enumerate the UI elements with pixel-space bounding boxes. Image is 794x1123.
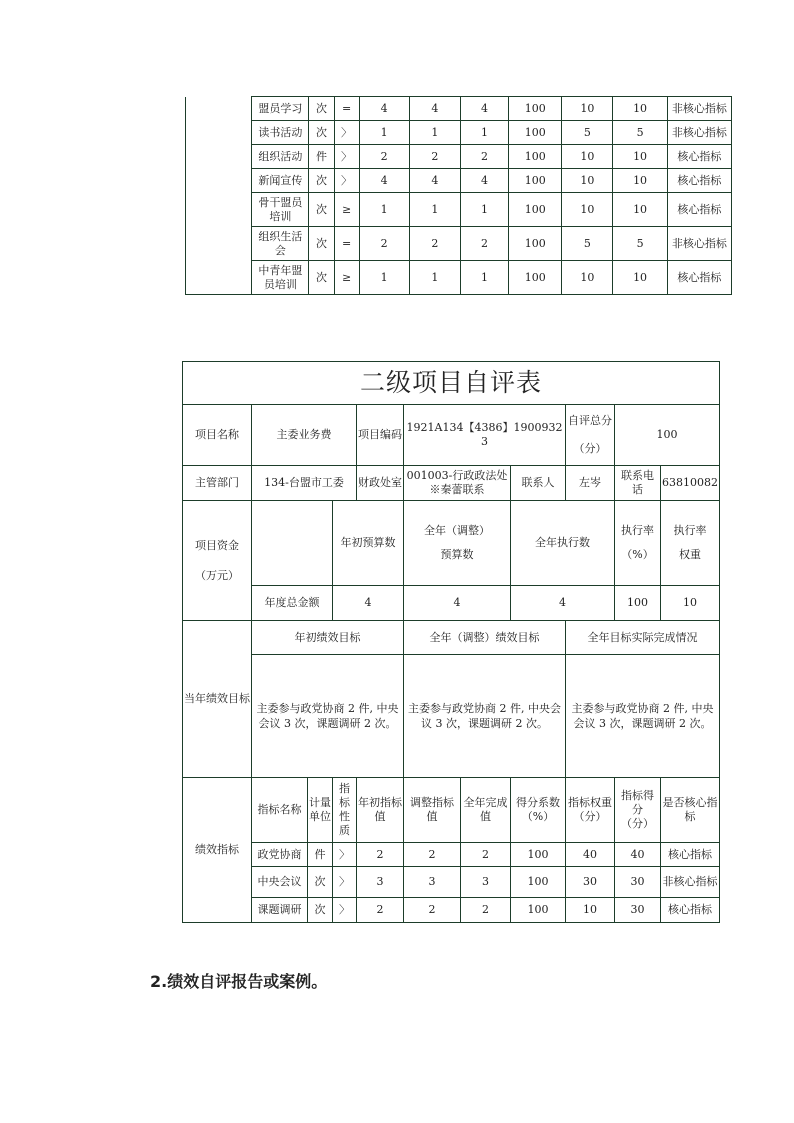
indicator-weight: 10 [562, 193, 613, 227]
table-row [183, 898, 720, 923]
self-score: 100 [615, 405, 720, 466]
section-heading: 2.绩效自评报告或案例。 [150, 972, 328, 991]
actual-value: 1 [460, 261, 508, 295]
table-row [186, 261, 732, 295]
indicator-nature: = [334, 97, 359, 121]
core-flag: 核心指标 [661, 843, 720, 867]
indicator-continuation-table [185, 96, 732, 295]
goal-actual: 主委参与政党协商 2 件, 中央会议 3 次，课题调研 2 次。 [566, 655, 720, 778]
adjusted-budget: 4 [404, 586, 511, 621]
initial-budget: 4 [333, 586, 404, 621]
actual-value: 2 [461, 898, 511, 923]
score-coefficient: 100 [509, 193, 562, 227]
indicator-score: 40 [615, 843, 661, 867]
table-row [183, 867, 720, 898]
actual-value: 3 [461, 867, 511, 898]
actual-value: 2 [460, 227, 508, 261]
header-coef-text: 得分系数 [516, 796, 560, 809]
exec-rate-label-text: 执行率 [621, 524, 654, 537]
adjusted-value: 4 [409, 97, 460, 121]
score-coefficient: 100 [509, 261, 562, 295]
indicator-name: 政党协商 [252, 843, 308, 867]
table-row [186, 227, 732, 261]
project-name: 主委业务费 [252, 405, 357, 466]
indicator-nature: 〉 [334, 145, 359, 169]
header-name: 指标名称 [252, 778, 308, 843]
adjusted-value: 2 [409, 227, 460, 261]
phone: 63810082 [661, 466, 720, 501]
indicator-score: 30 [615, 898, 661, 923]
adjusted-value: 2 [409, 145, 460, 169]
core-flag: 核心指标 [667, 261, 731, 295]
blank-cell [186, 193, 252, 227]
goal-adjusted-label: 全年（调整）绩效目标 [404, 621, 566, 655]
score-coefficient: 100 [509, 121, 562, 145]
exec-rate-unit: （%） [621, 548, 654, 561]
core-flag: 核心指标 [667, 169, 731, 193]
self-score-label-text: 自评总分 [568, 414, 612, 427]
adjusted-budget-label-line2: 预算数 [440, 548, 474, 561]
indicator-nature: ≥ [334, 261, 359, 295]
indicator-weight: 10 [562, 97, 613, 121]
exec-weight-label-line1: 执行率 [673, 524, 707, 537]
indicator-unit: 次 [309, 261, 334, 295]
dept: 134-台盟市工委 [252, 466, 357, 501]
dept-label: 主管部门 [183, 466, 252, 501]
header-score-text: 指标得分 [621, 789, 654, 816]
header-weight-text: 指标权重 [568, 796, 612, 809]
indicator-name: 中青年盟员培训 [252, 261, 309, 295]
initial-value: 2 [359, 227, 409, 261]
initial-value: 1 [359, 121, 409, 145]
self-score-label [566, 405, 615, 466]
core-flag: 非核心指标 [667, 227, 731, 261]
indicator-unit: 件 [308, 843, 333, 867]
initial-value: 2 [357, 898, 404, 923]
header-score [615, 778, 661, 843]
goal-initial: 主委参与政党协商 2 件, 中央会议 3 次，课题调研 2 次。 [252, 655, 404, 778]
indicator-unit: 次 [309, 169, 334, 193]
table-row [186, 169, 732, 193]
exec-rate: 100 [615, 586, 661, 621]
blank-cell [186, 227, 252, 261]
actual-value: 2 [460, 145, 508, 169]
adjusted-value: 2 [404, 843, 461, 867]
adjusted-value: 1 [409, 261, 460, 295]
goal-header-row [183, 621, 720, 655]
department-row [183, 466, 720, 501]
finance-label: 财政处室 [357, 466, 404, 501]
header-unit: 计量单位 [308, 778, 333, 843]
core-flag: 核心指标 [661, 898, 720, 923]
initial-value: 4 [359, 97, 409, 121]
table-row [183, 843, 720, 867]
initial-value: 2 [359, 145, 409, 169]
indicator-unit: 次 [308, 867, 333, 898]
indicator-score: 10 [613, 169, 667, 193]
contact-label: 联系人 [511, 466, 566, 501]
funds-header-row [183, 501, 720, 586]
blank-cell [186, 97, 252, 121]
core-flag: 非核心指标 [661, 867, 720, 898]
table-title: 二级项目自评表 [183, 362, 720, 405]
indicator-weight: 10 [562, 145, 613, 169]
adjusted-value: 4 [409, 169, 460, 193]
executed: 4 [511, 586, 615, 621]
indicator-score: 10 [613, 145, 667, 169]
initial-budget-label: 年初预算数 [333, 501, 404, 586]
adjusted-value: 1 [409, 193, 460, 227]
goal-text-row [183, 655, 720, 778]
initial-value: 2 [357, 843, 404, 867]
contact: 左岑 [566, 466, 615, 501]
table-row [186, 145, 732, 169]
table-row [186, 97, 732, 121]
header-weight [566, 778, 615, 843]
indicator-unit: 次 [308, 898, 333, 923]
header-actual: 全年完成值 [461, 778, 511, 843]
indicator-weight: 40 [566, 843, 615, 867]
table-row [186, 121, 732, 145]
goal-adjusted: 主委参与政党协商 2 件, 中央会议 3 次，课题调研 2 次。 [404, 655, 566, 778]
indicator-name: 骨干盟员培训 [252, 193, 309, 227]
indicators-label: 绩效指标 [183, 778, 252, 923]
indicator-score: 30 [615, 867, 661, 898]
actual-value: 2 [461, 843, 511, 867]
adjusted-value: 1 [409, 121, 460, 145]
score-coefficient: 100 [509, 227, 562, 261]
indicator-header-row [183, 778, 720, 843]
indicator-weight: 5 [562, 227, 613, 261]
exec-weight: 10 [661, 586, 720, 621]
actual-value: 1 [460, 193, 508, 227]
indicator-nature: 〉 [334, 169, 359, 193]
indicator-unit: 次 [309, 121, 334, 145]
indicator-score: 10 [613, 97, 667, 121]
actual-value: 1 [460, 121, 508, 145]
project-code: 1921A134【4386】19009323 [404, 405, 566, 466]
indicator-unit: 件 [309, 145, 334, 169]
blank-cell [252, 501, 333, 586]
finance: 001003-行政政法处※秦蕾联系 [404, 466, 511, 501]
project-code-label: 项目编码 [357, 405, 404, 466]
score-coefficient: 100 [511, 867, 566, 898]
adjusted-budget-label [404, 501, 511, 586]
header-coef [511, 778, 566, 843]
indicator-score: 10 [613, 193, 667, 227]
indicator-weight: 10 [566, 898, 615, 923]
self-score-unit: （分） [573, 442, 607, 455]
initial-value: 3 [357, 867, 404, 898]
goal-initial-label: 年初绩效目标 [252, 621, 404, 655]
blank-cell [186, 261, 252, 295]
indicator-unit: 次 [309, 97, 334, 121]
score-coefficient: 100 [509, 169, 562, 193]
indicator-score: 5 [613, 227, 667, 261]
blank-cell [186, 145, 252, 169]
title-row [183, 362, 720, 405]
indicator-weight: 10 [562, 261, 613, 295]
indicator-name: 新闻宣传 [252, 169, 309, 193]
goal-actual-label: 全年目标实际完成情况 [566, 621, 720, 655]
indicator-name: 课题调研 [252, 898, 308, 923]
indicator-weight: 5 [562, 121, 613, 145]
project-name-row [183, 405, 720, 466]
table-row [186, 193, 732, 227]
indicator-name: 中央会议 [252, 867, 308, 898]
blank-cell [186, 121, 252, 145]
executed-label: 全年执行数 [511, 501, 615, 586]
header-weight-unit: （分） [573, 810, 607, 823]
adjusted-value: 3 [404, 867, 461, 898]
funds-label [183, 501, 252, 621]
indicator-nature: ≥ [334, 193, 359, 227]
phone-label: 联系电话 [615, 466, 661, 501]
core-flag: 核心指标 [667, 193, 731, 227]
core-flag: 核心指标 [667, 145, 731, 169]
initial-value: 1 [359, 193, 409, 227]
exec-weight-label [661, 501, 720, 586]
core-flag: 非核心指标 [667, 97, 731, 121]
indicator-unit: 次 [309, 193, 334, 227]
header-nature: 指标性质 [333, 778, 357, 843]
indicator-nature: 〉 [333, 867, 357, 898]
exec-weight-label-line2: 权重 [679, 548, 702, 561]
indicator-weight: 30 [566, 867, 615, 898]
header-adjusted: 调整指标值 [404, 778, 461, 843]
header-initial: 年初指标值 [357, 778, 404, 843]
indicator-nature: 〉 [333, 843, 357, 867]
project-self-evaluation-table [182, 361, 720, 923]
initial-value: 1 [359, 261, 409, 295]
indicator-unit: 次 [309, 227, 334, 261]
indicator-nature: 〉 [333, 898, 357, 923]
indicator-score: 5 [613, 121, 667, 145]
indicator-name: 组织活动 [252, 145, 309, 169]
blank-cell [186, 169, 252, 193]
adjusted-budget-label-line1: 全年（调整） [424, 524, 490, 537]
exec-rate-label [615, 501, 661, 586]
core-flag: 非核心指标 [667, 121, 731, 145]
header-score-unit: （分） [621, 817, 654, 830]
indicator-name: 组织生活会 [252, 227, 309, 261]
indicator-weight: 10 [562, 169, 613, 193]
indicator-score: 10 [613, 261, 667, 295]
indicator-nature: 〉 [334, 121, 359, 145]
actual-value: 4 [460, 169, 508, 193]
initial-value: 4 [359, 169, 409, 193]
funds-label-text: 项目资金 [195, 538, 239, 552]
funds-unit: （万元） [195, 568, 239, 582]
header-coef-unit: （%） [521, 810, 555, 823]
actual-value: 4 [460, 97, 508, 121]
project-name-label: 项目名称 [183, 405, 252, 466]
indicator-nature: = [334, 227, 359, 261]
indicator-name: 读书活动 [252, 121, 309, 145]
indicator-name: 盟员学习 [252, 97, 309, 121]
annual-total-label: 年度总金额 [252, 586, 333, 621]
header-core: 是否核心指标 [661, 778, 720, 843]
adjusted-value: 2 [404, 898, 461, 923]
goal-label: 当年绩效目标 [183, 621, 252, 778]
funds-values-row [183, 586, 720, 621]
score-coefficient: 100 [511, 843, 566, 867]
score-coefficient: 100 [509, 97, 562, 121]
score-coefficient: 100 [509, 145, 562, 169]
score-coefficient: 100 [511, 898, 566, 923]
